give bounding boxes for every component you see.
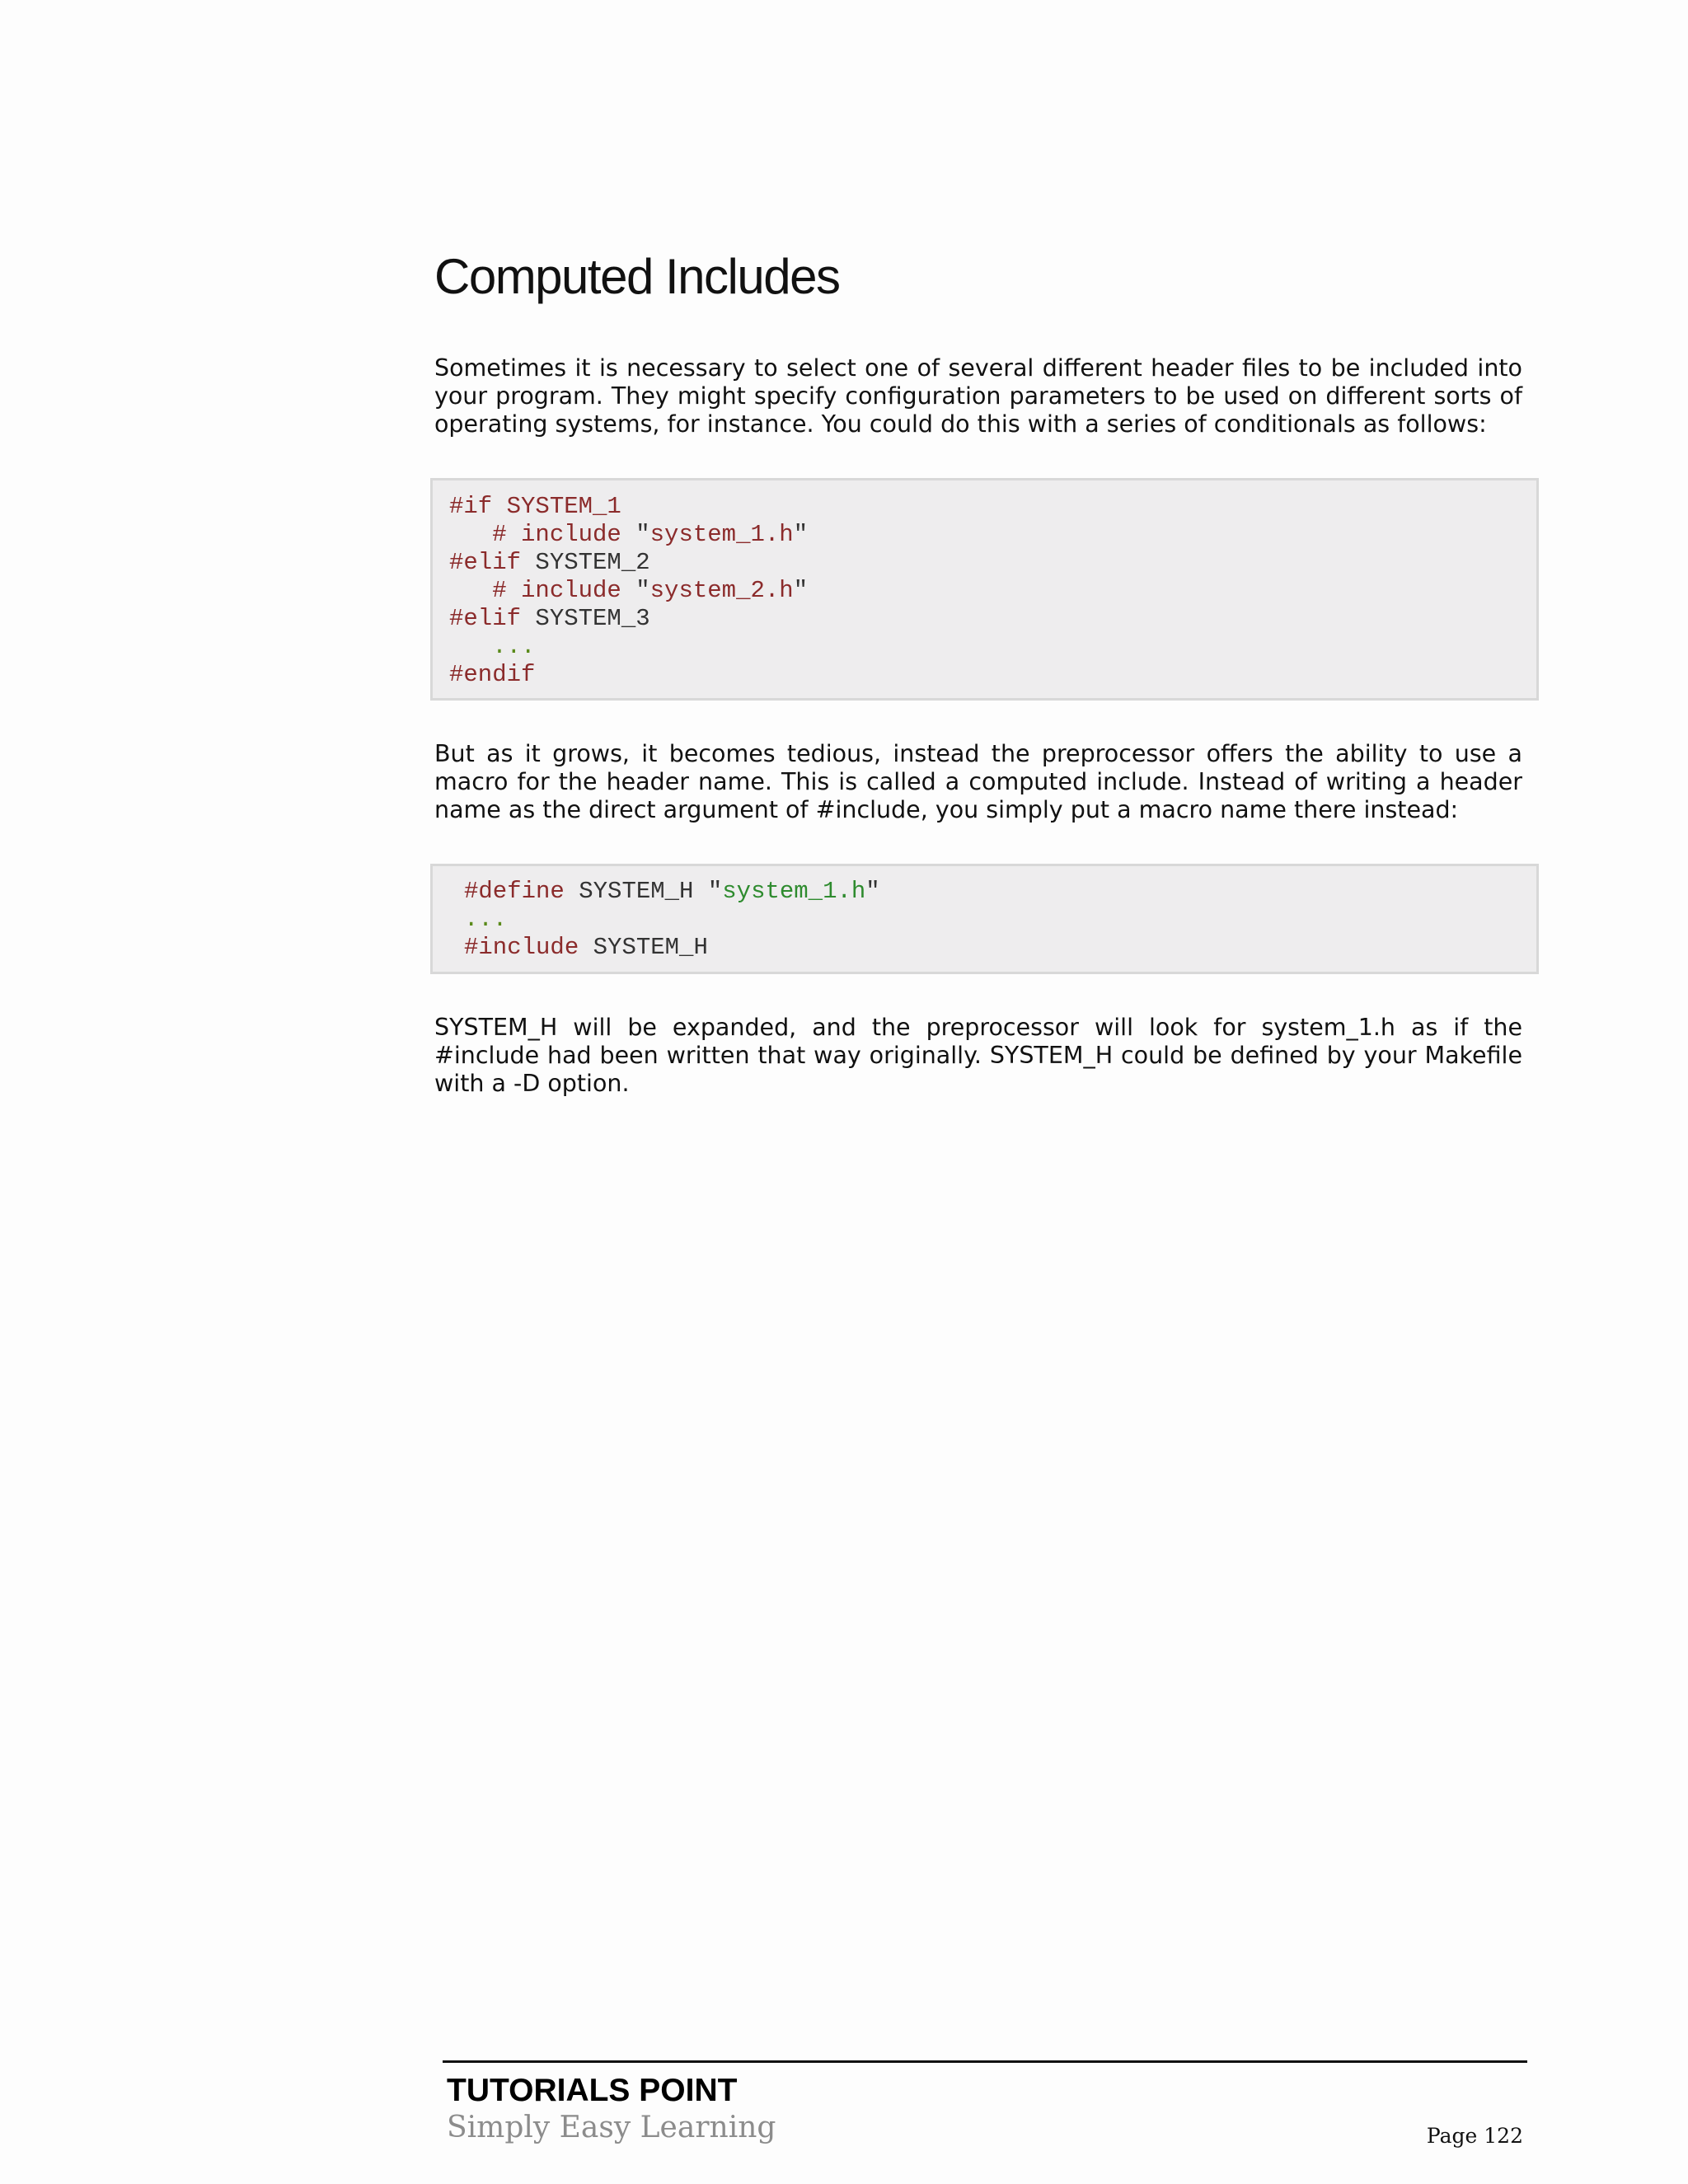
code-token: ": [707, 878, 723, 905]
code-line: [449, 521, 1536, 549]
footer-tagline: Simply Easy Learning: [447, 2111, 776, 2144]
code-line: [449, 605, 1536, 633]
code-token: SYSTEM_H: [564, 878, 708, 905]
code-token: #define: [464, 878, 565, 905]
code-token: #include: [464, 934, 579, 961]
code-token: ": [793, 521, 809, 548]
code-line: [464, 878, 1536, 906]
intro-paragraph: Sometimes it is necessary to select one of several different header files to be included into your program. They might specify configuration parameters to be used on different sorts of operating systems, for instance. You could do this with a series of conditionals as follows:: [434, 354, 1522, 438]
code-token: ...: [449, 633, 536, 660]
code-token: system_1.h: [649, 521, 794, 548]
code-token: ": [635, 577, 650, 604]
code-line: [464, 906, 1536, 934]
page-title: Computed Includes: [434, 249, 840, 304]
code-token: system_2.h: [649, 577, 794, 604]
page-number: Page 122: [1426, 2124, 1523, 2148]
code-line: [449, 633, 1536, 661]
code-token: #elif: [449, 605, 522, 632]
footer-divider: [443, 2060, 1527, 2063]
code-token: SYSTEM_H: [579, 934, 708, 961]
code-token: SYSTEM_3: [521, 605, 650, 632]
code-token: #if SYSTEM_1: [449, 493, 621, 520]
footer-brand: TUTORIALS POINT: [447, 2073, 738, 2108]
code-token: system_1.h: [722, 878, 866, 905]
code-token: ...: [464, 906, 508, 933]
code-token: # include: [449, 577, 636, 604]
code-token: ": [635, 521, 650, 548]
code-token: SYSTEM_2: [521, 549, 650, 576]
code-token: #endif: [449, 661, 536, 688]
code-line: [449, 661, 1536, 689]
code-token: # include: [449, 521, 636, 548]
code-line: [449, 493, 1536, 521]
computed-include-paragraph: But as it grows, it becomes tedious, instead the preprocessor offers the ability to use a macro for the header name. This is called a computed include. Instead of writing a header name as the direct argument of #include, you simply put a macro name there instead:: [434, 740, 1522, 823]
code-block-conditionals: [430, 478, 1539, 701]
code-token: #elif: [449, 549, 522, 576]
expansion-paragraph: SYSTEM_H will be expanded, and the preprocessor will look for system_1.h as if the #include had been written that way originally. SYSTEM_H could be defined by your Makefile with a -D option.: [434, 1014, 1522, 1097]
code-line: [449, 577, 1536, 605]
code-line: [464, 934, 1536, 962]
code-line: [449, 549, 1536, 577]
code-token: ": [793, 577, 809, 604]
code-token: ": [865, 878, 880, 905]
code-block-computed-include: [430, 864, 1539, 974]
